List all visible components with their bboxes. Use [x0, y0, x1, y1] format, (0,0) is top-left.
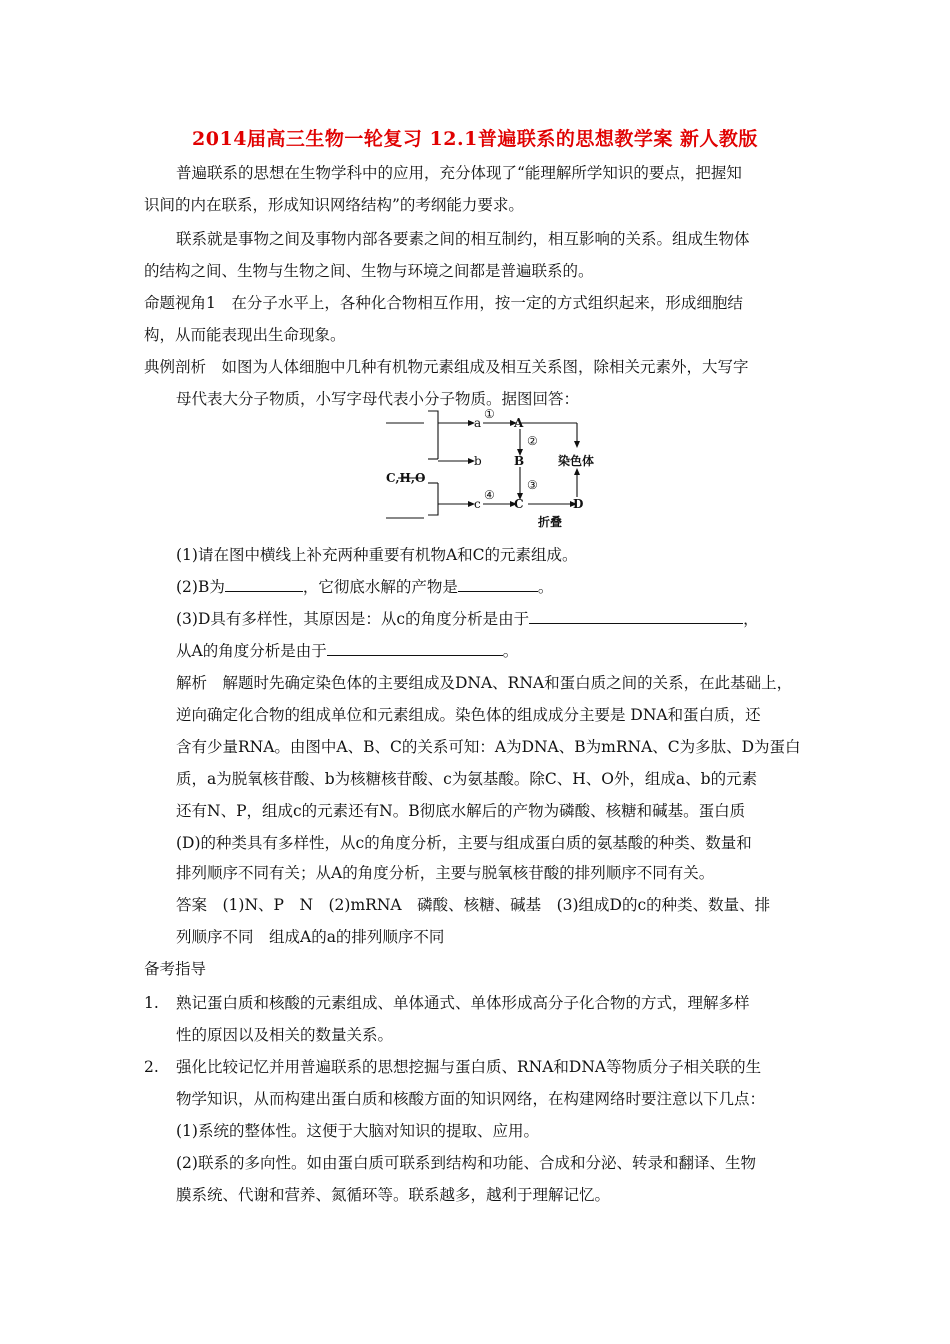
guide-item-2-line-1: 强化比较记忆并用普遍联系的思想挖掘与蛋白质、RNA和DNA等物质分子相关联的生 — [176, 1058, 762, 1076]
question-2-part-a: (2)B为 — [176, 578, 225, 596]
label-step-4: ④ — [484, 488, 495, 502]
label-step-2: ② — [527, 434, 538, 448]
guide-item-2-line-2: 物学知识，从而构建出蛋白质和核酸方面的知识网络，在构建网络时要注意以下几点： — [176, 1090, 766, 1108]
label-small-c: c — [474, 497, 481, 511]
guide-subitem-2-line-2: 膜系统、代谢和营养、氮循环等。联系越多，越利于理解记忆。 — [176, 1186, 611, 1204]
question-3-part-d: 。 — [502, 642, 519, 660]
answer-line-2: 列顺序不同 组成A的a的排列顺序不同 — [176, 928, 445, 946]
label-step-1: ① — [484, 407, 495, 421]
analysis-line-3: 含有少量RNA。由图中A、B、C的关系可知：A为DNA、B为mRNA、C为多肽、D为蛋白 — [176, 738, 801, 756]
analysis-line-6: (D)的种类具有多样性，从c的角度分析，主要与组成蛋白质的氨基酸的种类、数量和 — [176, 834, 752, 852]
analysis-line-2: 逆向确定化合物的组成单位和元素组成。染色体的组成成分主要是 DNA和蛋白质，还 — [176, 706, 761, 724]
label-small-a: a — [474, 416, 482, 430]
intro-paragraph-2-line-2: 的结构之间、生物与生物之间、生物与环境之间都是普遍联系的。 — [144, 262, 594, 280]
label-cho: C,H,O — [386, 471, 426, 485]
label-chromosome: 染色体 — [558, 454, 595, 468]
analysis-line-1: 解析 解题时先确定染色体的主要组成及DNA、RNA和蛋白质之间的关系，在此基础上， — [176, 674, 793, 692]
question-3-line-2 — [176, 636, 518, 666]
intro-paragraph-1-line-2: 识间的内在联系，形成知识网络结构”的考纲能力要求。 — [144, 196, 524, 214]
analysis-line-7: 排列顺序不同有关；从A的角度分析，主要与脱氧核苷酸的排列顺序不同有关。 — [176, 864, 715, 882]
question-3-line-1 — [176, 604, 759, 634]
angle-line-2: 构，从而能表现出生命现象。 — [144, 326, 346, 344]
guide-item-1-line-2: 性的原因以及相关的数量关系。 — [176, 1026, 394, 1044]
answer-blank-c-reason[interactable] — [529, 605, 743, 624]
question-1: (1)请在图中横线上补充两种重要有机物A和C的元素组成。 — [176, 546, 578, 564]
example-line-2: 母代表大分子物质，小写字母代表小分子物质。据图回答： — [176, 390, 580, 408]
answer-blank-a-reason[interactable] — [327, 637, 503, 656]
label-folding: 折叠 — [538, 515, 563, 529]
label-big-b: B — [514, 454, 525, 468]
label-step-3: ③ — [527, 478, 538, 492]
question-3-part-c: 从A的角度分析是由于 — [176, 642, 327, 660]
analysis-line-4: 质，a为脱氧核苷酸、b为核糖核苷酸、c为氨基酸。除C、H、O外，组成a、b的元素 — [176, 770, 758, 788]
angle-line-1: 命题视角1 在分子水平上，各种化合物相互作用，按一定的方式组织起来，形成细胞结 — [144, 294, 743, 312]
label-big-c: C — [514, 497, 524, 511]
answer-blank-hydrolysis[interactable] — [458, 573, 538, 592]
answer-line-1: 答案 (1)N、P N (2)mRNA 磷酸、核糖、碱基 (3)组成D的c的种类、数量、排 — [176, 896, 771, 914]
analysis-line-5: 还有N、P，组成c的元素还有N。B彻底水解后的产物为磷酸、核糖和碱基。蛋白质 — [176, 802, 746, 820]
question-2-part-b: ，它彻底水解的产物是 — [302, 578, 458, 596]
guide-subitem-2-line-1: (2)联系的多向性。如由蛋白质可联系到结构和功能、合成和分泌、转录和翻译、生物 — [176, 1154, 756, 1172]
question-2 — [176, 572, 553, 602]
question-3-part-b: ， — [743, 610, 759, 628]
guide-item-1-number: 1. — [144, 994, 159, 1012]
label-small-b: b — [474, 454, 482, 468]
guide-item-2-number: 2. — [144, 1058, 159, 1076]
label-big-d: D — [573, 497, 584, 511]
question-2-part-c: 。 — [537, 578, 554, 596]
question-3-part-a: (3)D具有多样性，其原因是：从c的角度分析是由于 — [176, 610, 530, 628]
answer-blank-b[interactable] — [225, 573, 303, 592]
guide-heading: 备考指导 — [144, 960, 207, 978]
relationship-diagram — [380, 405, 610, 533]
document-title: 2014届高三生物一轮复习 12.1普遍联系的思想教学案 新人教版 — [192, 128, 758, 150]
label-big-a: A — [514, 416, 524, 430]
example-line-1: 典例剖析 如图为人体细胞中几种有机物元素组成及相互关系图，除相关元素外，大写字 — [144, 358, 749, 376]
intro-paragraph-2-line-1: 联系就是事物之间及事物内部各要素之间的相互制约，相互影响的关系。组成生物体 — [176, 230, 750, 248]
intro-paragraph-1-line-1: 普遍联系的思想在生物学科中的应用，充分体现了“能理解所学知识的要点，把握知 — [176, 164, 742, 182]
guide-item-1-line-1: 熟记蛋白质和核酸的元素组成、单体通式、单体形成高分子化合物的方式，理解多样 — [176, 994, 750, 1012]
guide-subitem-1: (1)系统的整体性。这便于大脑对知识的提取、应用。 — [176, 1122, 539, 1140]
